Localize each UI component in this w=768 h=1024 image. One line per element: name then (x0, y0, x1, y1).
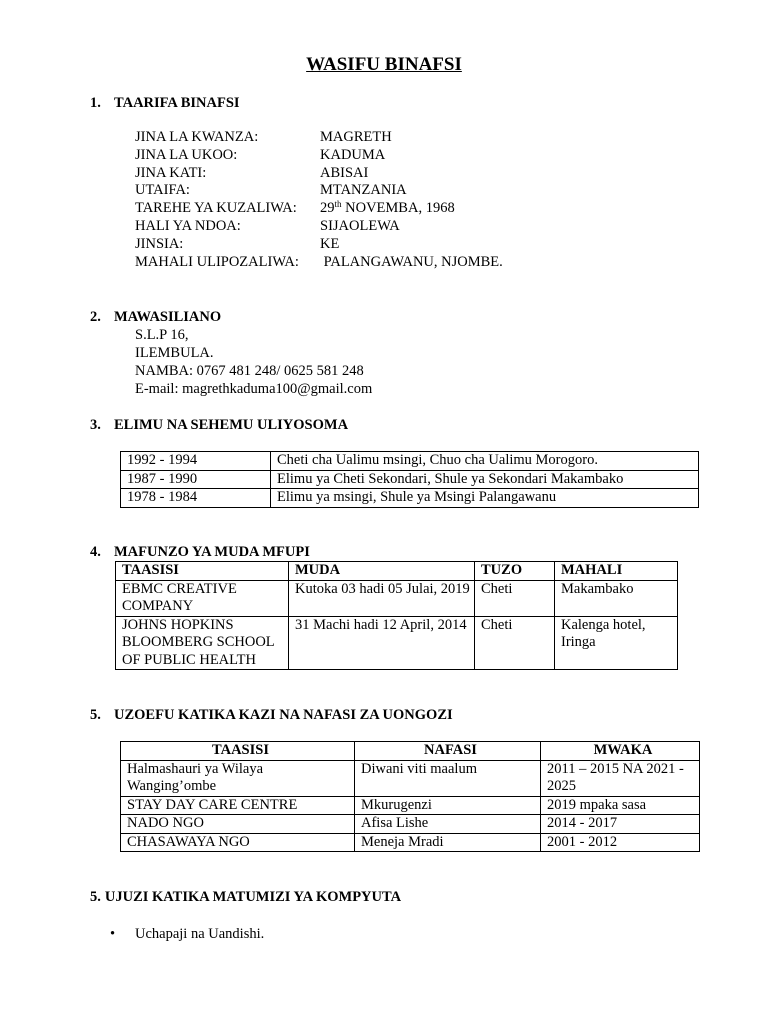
section-education-heading (90, 416, 348, 434)
field-value: SIJAOLEWA (320, 217, 400, 234)
section-contact-heading (90, 308, 221, 326)
section-number: 5. (90, 707, 101, 723)
field-first-name (135, 129, 503, 147)
section-title: TAARIFA BINAFSI (114, 95, 240, 111)
document-title: WASIFU BINAFSI (306, 54, 462, 75)
section-personal-heading (90, 94, 240, 112)
education-years: 1987 - 1990 (121, 470, 271, 489)
field-marital-status (135, 218, 503, 236)
experience-institution: NADO NGO (121, 815, 355, 834)
table-row (121, 760, 700, 796)
training-duration: Kutoka 03 hadi 05 Julai, 2019 (289, 580, 475, 616)
training-institution: JOHNS HOPKINS BLOOMBERG SCHOOL OF PUBLIC HEALTH (116, 616, 289, 670)
contact-town: ILEMBULA. (135, 345, 214, 361)
column-header-taasisi: TAASISI (116, 562, 289, 581)
column-header-mwaka: MWAKA (541, 742, 700, 761)
field-date-of-birth (135, 200, 503, 218)
table-row (116, 616, 678, 670)
training-location: Makambako (555, 580, 678, 616)
column-header-muda: MUDA (289, 562, 475, 581)
contact-phone: NAMBA: 0767 481 248/ 0625 581 248 (135, 363, 364, 379)
experience-years: 2001 - 2012 (541, 833, 700, 852)
experience-institution: Halmashauri ya Wilaya Wanging’ombe (121, 760, 355, 796)
education-years: 1978 - 1984 (121, 489, 271, 508)
field-value: MAGRETH (320, 129, 392, 145)
experience-position: Diwani viti maalum (355, 760, 541, 796)
field-label: JINA LA KWANZA: (135, 129, 259, 145)
training-institution: EBMC CREATIVE COMPANY (116, 580, 289, 616)
experience-position: Meneja Mradi (355, 833, 541, 852)
experience-years: 2011 – 2015 NA 2021 - 2025 (541, 760, 700, 796)
field-value: KADUMA (320, 146, 386, 163)
column-header-nafasi: NAFASI (355, 742, 541, 761)
section-computer-heading (90, 888, 401, 906)
education-years: 1992 - 1994 (121, 452, 271, 471)
field-value (320, 200, 455, 218)
dob-rest: NOVEMBA, 1968 (341, 200, 455, 217)
section-title: MAWASILIANO (114, 309, 222, 325)
field-value: MTANZANIA (320, 182, 407, 199)
section-number: 2. (90, 309, 101, 325)
section-title: UZOEFU KATIKA KAZI NA NAFASI ZA UONGOZI (114, 707, 453, 723)
section-training-heading (90, 543, 310, 561)
section-number: 4. (90, 544, 101, 560)
contact-po-box: S.L.P 16, (135, 327, 189, 343)
table-header-row (116, 562, 678, 581)
dob-day: 29 (320, 200, 335, 217)
experience-position: Mkurugenzi (355, 796, 541, 815)
column-header-tuzo: TUZO (475, 562, 555, 581)
table-row (121, 833, 700, 852)
section-title: MAFUNZO YA MUDA MFUPI (114, 544, 310, 560)
field-label: HALI YA NDOA: (135, 217, 241, 234)
section-number: 1. (90, 95, 101, 111)
training-duration: 31 Machi hadi 12 April, 2014 (289, 616, 475, 670)
education-table (120, 451, 699, 508)
table-row (121, 452, 699, 471)
field-value: ABISAI (320, 164, 369, 181)
contact-block (135, 326, 372, 398)
column-header-taasisi: TAASISI (121, 742, 355, 761)
field-birthplace (135, 254, 503, 272)
table-row (121, 470, 699, 489)
list-item (110, 925, 264, 943)
experience-years: 2019 mpaka sasa (541, 796, 700, 815)
education-description: Elimu ya msingi, Shule ya Msingi Palangawanu (271, 489, 699, 508)
field-middle-name (135, 165, 503, 183)
education-description: Elimu ya Cheti Sekondari, Shule ya Sekondari Makambako (271, 470, 699, 489)
table-header-row (121, 742, 700, 761)
education-description: Cheti cha Ualimu msingi, Chuo cha Ualimu Morogoro. (271, 452, 699, 471)
computer-skills-list (110, 925, 264, 943)
field-label: MAHALI ULIPOZALIWA: (135, 253, 299, 270)
section-number: 5. (90, 889, 101, 905)
field-value: KE (320, 235, 340, 252)
table-row (116, 580, 678, 616)
field-label: JINSIA: (135, 235, 184, 252)
experience-institution: CHASAWAYA NGO (121, 833, 355, 852)
contact-email: E-mail: magrethkaduma100@gmail.com (135, 381, 373, 397)
training-award: Cheti (475, 580, 555, 616)
section-title: UJUZI KATIKA MATUMIZI YA KOMPYUTA (104, 889, 402, 905)
table-row (121, 815, 700, 834)
field-nationality (135, 182, 503, 200)
table-row (121, 796, 700, 815)
training-award: Cheti (475, 616, 555, 670)
personal-info-list (135, 129, 503, 271)
section-experience-heading (90, 706, 453, 724)
dob-ordinal: th (334, 199, 342, 210)
experience-position: Afisa Lishe (355, 815, 541, 834)
table-row (121, 489, 699, 508)
section-number: 3. (90, 417, 101, 433)
experience-table (120, 741, 700, 852)
training-table (115, 561, 678, 670)
field-label: JINA KATI: (135, 164, 207, 181)
field-surname (135, 147, 503, 165)
field-gender (135, 236, 503, 254)
field-value: PALANGAWANU, NJOMBE. (320, 253, 503, 270)
skill-text: Uchapaji na Uandishi. (135, 926, 265, 942)
section-title: ELIMU NA SEHEMU ULIYOSOMA (114, 417, 349, 433)
column-header-mahali: MAHALI (555, 562, 678, 581)
training-location: Kalenga hotel, Iringa (555, 616, 678, 670)
experience-years: 2014 - 2017 (541, 815, 700, 834)
bullet-icon: • (110, 926, 116, 942)
field-label: UTAIFA: (135, 182, 190, 199)
experience-institution: STAY DAY CARE CENTRE (121, 796, 355, 815)
field-label: TAREHE YA KUZALIWA: (135, 200, 297, 217)
field-label: JINA LA UKOO: (135, 146, 238, 163)
